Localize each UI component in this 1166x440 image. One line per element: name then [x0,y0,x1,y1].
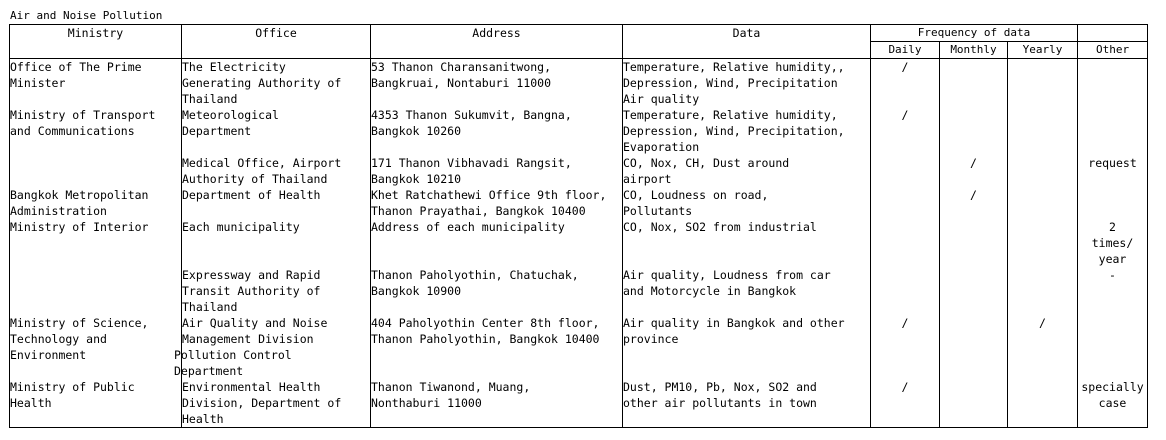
daily-mark: / [901,60,909,74]
ministry-cell [10,59,182,108]
monthly-mark-cell [940,107,1008,155]
address-line: Bangkok 10210 [371,172,462,186]
ministry-cell [10,107,182,155]
ministry-line: Ministry of Science, [10,316,149,330]
office-line: The Electricity [182,60,286,74]
yearly-mark [1008,267,1077,283]
header-office: Office [182,25,371,59]
yearly-mark [1008,155,1077,171]
header-other-spacer [1078,25,1148,42]
data-line: and Motorcycle in Bangkok [623,284,797,298]
daily-mark: / [901,380,909,394]
address-cell [371,155,623,187]
address-line: Bangkok 10900 [371,284,462,298]
ministry-line: Ministry of Transport [10,108,156,122]
yearly-mark [1008,59,1077,75]
office-cell [182,267,371,315]
yearly-mark [1008,379,1077,395]
daily-mark [871,155,939,171]
table-row [10,379,1148,428]
office-line: Authority of Thailand [182,172,328,186]
ministry-cell [10,267,182,315]
daily-mark: / [901,108,909,122]
yearly-mark [1008,107,1077,123]
office-line: Thailand [182,92,238,106]
yearly-mark-cell [1008,379,1078,428]
ministry-cell [10,379,182,428]
monthly-mark-cell [940,379,1008,428]
address-line: 404 Paholyothin Center 8th floor, [371,316,600,330]
address-cell [371,267,623,315]
ministry-line: Health [10,396,52,410]
address-cell [371,379,623,428]
ministry-line: Office of The Prime [10,60,142,74]
other-cell [1078,107,1148,155]
daily-mark-cell [871,59,940,108]
monthly-mark-cell [940,155,1008,187]
data-line: Pollutants [623,204,693,218]
monthly-mark-cell [940,219,1008,267]
address-line: Khet Ratchathewi Office 9th floor, [371,188,607,202]
address-cell [371,219,623,267]
office-cell [182,59,371,108]
monthly-mark [940,107,1007,123]
header-ministry: Ministry [10,25,182,59]
table-row [10,107,1148,155]
office-cell [182,379,371,428]
office-cell [182,107,371,155]
data-line: airport [623,172,672,186]
address-line: Thanon Prayathai, Bangkok 10400 [371,204,586,218]
yearly-mark-cell [1008,155,1078,187]
data-cell [623,59,871,108]
office-cell [182,187,371,219]
office-line: Health [182,412,224,426]
address-line: Address of each municipality [371,220,565,234]
other-cell [1078,315,1148,379]
yearly-mark [1008,219,1077,235]
table-row [10,59,1148,108]
other-line: specially [1081,380,1144,394]
other-line: case [1098,396,1127,410]
address-line: Thanon Tiwanond, Muang, [371,380,531,394]
monthly-mark-cell [940,187,1008,219]
header-monthly: Monthly [940,42,1008,59]
daily-mark-cell [871,379,940,428]
data-line: Temperature, Relative humidity,, [623,60,845,74]
office-line: Department [174,364,244,378]
office-line: Transit Authority of [182,284,321,298]
ministry-line: Ministry of Public [10,380,135,394]
data-cell [623,107,871,155]
data-line: Air quality in Bangkok and other [623,316,845,330]
other-cell [1078,379,1148,428]
daily-mark [871,219,939,235]
ministry-cell [10,315,182,379]
table-row [10,219,1148,267]
daily-mark-cell [871,107,940,155]
data-line: other air pollutants in town [623,396,817,410]
monthly-mark-cell [940,315,1008,379]
other-cell [1078,267,1148,315]
yearly-mark: / [1039,316,1046,330]
data-line: Dust, PM10, Pb, Nox, SO2 and [623,380,817,394]
address-cell [371,187,623,219]
ministry-line: Bangkok Metropolitan [10,188,149,202]
daily-mark-cell [871,267,940,315]
other-line: times/ [1091,236,1134,250]
yearly-mark-cell [1008,315,1078,379]
daily-mark-cell [871,187,940,219]
other-cell [1078,59,1148,108]
ministry-line: Environment [10,348,87,362]
table-row [10,187,1148,219]
daily-mark: / [901,316,909,330]
ministry-cell [10,219,182,267]
table-caption: Air and Noise Pollution [10,9,163,22]
monthly-mark-cell [940,267,1008,315]
monthly-mark-cell [940,59,1008,108]
other-line: - [1109,268,1116,282]
header-yearly: Yearly [1008,42,1078,59]
table-row [10,315,1148,379]
office-line: Department of Health [182,188,321,202]
address-line: Thanon Paholyothin, Bangkok 10400 [371,332,600,346]
daily-mark-cell [871,315,940,379]
data-cell [623,187,871,219]
data-line: Depression, Wind, Precipitation, [623,124,845,138]
data-cell [623,267,871,315]
table-row [10,267,1148,315]
ministry-line: Administration [10,204,107,218]
data-line: Depression, Wind, Precipitation [623,76,838,90]
address-line: Thanon Paholyothin, Chatuchak, [371,268,579,282]
header-frequency: Frequency of data [871,25,1078,42]
daily-mark-cell [871,155,940,187]
table-row [10,155,1148,187]
office-line: Expressway and Rapid [182,268,321,282]
data-line: CO, Nox, SO2 from industrial [623,220,817,234]
other-cell [1078,219,1148,267]
office-line: Thailand [182,300,238,314]
monthly-mark [940,379,1007,395]
monthly-mark: / [970,188,977,202]
header-daily: Daily [871,42,940,59]
yearly-mark-cell [1008,219,1078,267]
office-line: Pollution Control [174,348,292,362]
other-cell [1078,187,1148,219]
address-line: 53 Thanon Charansanitwong, [371,60,552,74]
yearly-mark-cell [1008,59,1078,108]
address-cell [371,107,623,155]
data-cell [623,219,871,267]
office-line: Division, Department of [182,396,342,410]
monthly-mark: / [970,156,977,170]
table-body [10,59,1148,428]
header-data: Data [623,25,871,59]
monthly-mark [940,59,1007,75]
data-line: Air quality [623,92,700,106]
address-line: 4353 Thanon Sukumvit, Bangna, [371,108,572,122]
data-line: Air quality, Loudness from car [623,268,831,282]
header-address: Address [371,25,623,59]
address-line: Bangkruai, Nontaburi 11000 [371,76,552,90]
office-cell [174,315,371,379]
other-line: year [1098,252,1127,266]
ministry-line: and Communications [10,124,135,138]
address-line: Bangkok 10260 [371,124,462,138]
data-line: Evaporation [623,140,700,154]
daily-mark-cell [871,219,940,267]
address-cell [371,59,623,108]
address-line: Nonthaburi 11000 [371,396,482,410]
pollution-data-table [9,24,1148,428]
monthly-mark [940,219,1007,235]
other-cell [1078,155,1148,187]
address-cell [371,315,623,379]
office-cell [182,155,371,187]
data-cell [623,155,871,187]
office-line: Each municipality [182,220,300,234]
office-line: Generating Authority of [182,76,342,90]
yearly-mark-cell [1008,187,1078,219]
office-line: Management Division [182,332,314,346]
data-cell [623,315,871,379]
yearly-mark-cell [1008,267,1078,315]
office-cell [182,219,371,267]
yearly-mark [1008,187,1077,203]
daily-mark [871,267,939,283]
address-line: 171 Thanon Vibhavadi Rangsit, [371,156,572,170]
ministry-line: Technology and [10,332,107,346]
daily-mark [871,187,939,203]
ministry-cell [10,187,182,219]
other-line: request [1088,156,1137,170]
ministry-line: Minister [10,76,66,90]
data-line: CO, Nox, CH, Dust around [623,156,790,170]
ministry-cell [10,155,182,187]
monthly-mark [940,315,1007,331]
ministry-line: Ministry of Interior [10,220,149,234]
header-other: Other [1078,42,1148,59]
data-line: CO, Loudness on road, [623,188,769,202]
office-line: Department [182,124,252,138]
other-line: 2 [1109,220,1116,234]
data-line: province [623,332,679,346]
data-line: Temperature, Relative humidity, [623,108,838,122]
office-line: Medical Office, Airport [182,156,342,170]
monthly-mark [940,267,1007,283]
office-line: Meteorological [182,108,279,122]
office-line: Air Quality and Noise [182,316,328,330]
data-cell [623,379,871,428]
yearly-mark-cell [1008,107,1078,155]
office-line: Environmental Health [182,380,321,394]
